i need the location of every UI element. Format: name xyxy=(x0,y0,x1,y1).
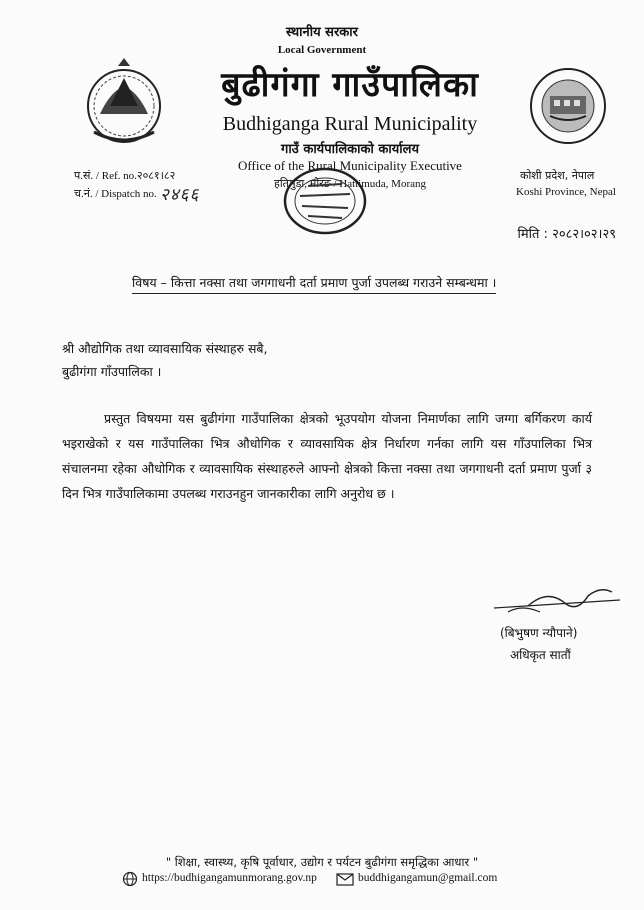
addressee-line-1: श्री औद्योगिक तथा व्यावसायिक संस्थाहरु सबै, xyxy=(62,341,268,356)
email-link[interactable]: buddhigangamun@gmail.com xyxy=(358,872,498,884)
letter-subject: विषय – कित्ता नक्सा तथा जगगाधनी दर्ता प्रमाण पुर्जा उपलब्ध गराउने सम्बन्धमा । xyxy=(132,274,496,294)
dispatch-label: च.नं. / Dispatch no. xyxy=(74,188,157,200)
signatory-name: (बिभुषण न्यौपाने) xyxy=(500,626,578,640)
province-ne: कोशी प्रदेश, नेपाल xyxy=(520,169,595,182)
website-link[interactable]: https://budhigangamunmorang.gov.np xyxy=(142,872,317,884)
municipality-name-en: Budhiganga Rural Municipality xyxy=(222,113,478,135)
signature-mark xyxy=(488,582,628,622)
office-address: हतिमुडा, मोरङ / Hattimuda, Morang xyxy=(273,178,427,190)
local-government-en: Local Government xyxy=(277,44,367,56)
globe-icon xyxy=(122,871,138,887)
nepal-emblem-logo xyxy=(80,56,168,156)
local-government-ne: स्थानीय सरकार xyxy=(286,25,358,40)
office-stamp xyxy=(282,166,368,236)
letter-body: प्रस्तुत विषयमा यस बुढीगंगा गाउँपालिका क्षेत्रको भूउपयोग योजना निमार्णका लागि जग्गा बर्गिकरण कार्य भइराखेको र यस गाउँपालिका भित्र औधोगिक र व्यावसायिक क्षेत्र निर्धारण गर्नका लागि यस गाँउपालिका भित्र संचालनमा रहेका औधोगिक र व्यावसायिक संस्थाहरुले आफ्नो क्षेत्रको कित्ता नक्सा तथा जगगाधनी दर्ता प्रमाण पुर्जा ३ दिन भित्र गाउँपालिकामा उपलब्ध गराउनहुन जानकारीका लागि अनुरोध छ । xyxy=(62,411,592,501)
letter-date: मिति : २०८२।०२।२९ xyxy=(517,227,616,242)
municipality-seal-logo xyxy=(528,64,608,148)
footer-motto: " शिक्षा, स्वास्थ्य, कृषि पूर्वाधार, उद्योग र पर्यटन बुढीगंगा समृद्धिका आधार " xyxy=(165,855,479,869)
office-name-en: Office of the Rural Municipality Executive xyxy=(238,158,462,173)
dispatch-number: २४६६ xyxy=(160,185,200,205)
signatory-title: अधिकृत सातौं xyxy=(510,648,571,662)
office-name-ne: गाउँ कार्यपालिकाको कार्यालय xyxy=(281,142,419,157)
addressee-line-2: बुढीगंगा गाँउपालिका । xyxy=(62,364,162,379)
municipality-name-ne: बुढीगंगा गाउँपालिका xyxy=(221,65,479,105)
ref-number: प.सं. / Ref. no.२०८१।८२ xyxy=(74,170,176,182)
email-icon xyxy=(336,873,354,886)
province-en: Koshi Province, Nepal xyxy=(516,186,616,198)
